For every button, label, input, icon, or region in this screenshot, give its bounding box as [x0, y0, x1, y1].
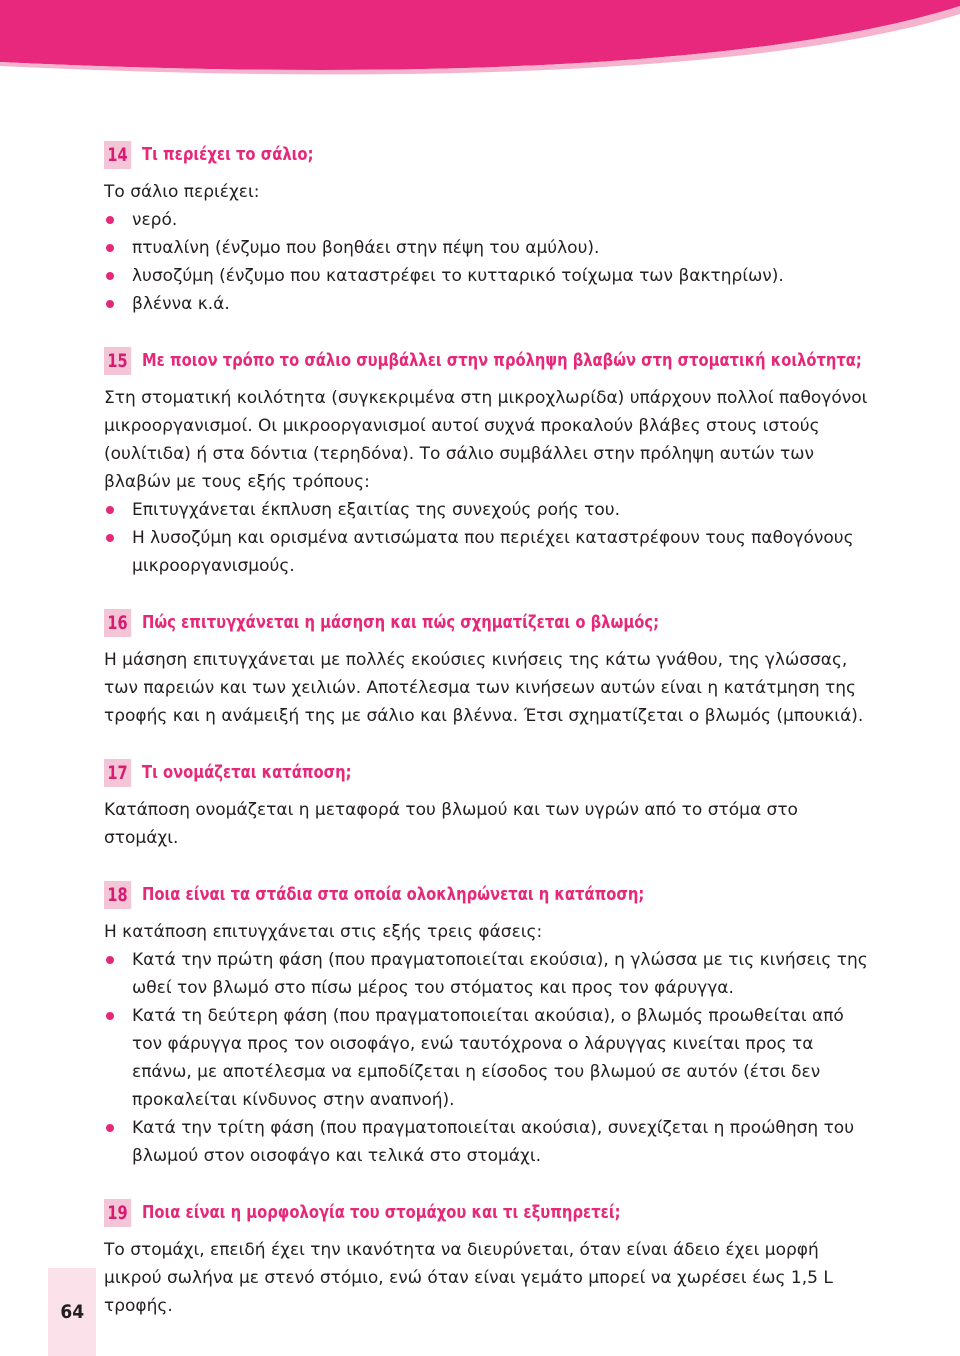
qa-section: [104, 608, 868, 730]
question-text: Πώς επιτυγχάνεται η μάσηση και πώς σχηματίζεται ο βλωμός;: [141, 612, 659, 633]
question-number: 15: [104, 347, 131, 375]
question-text: Ποια είναι τα στάδια στα οποία ολοκληρώνεται η κατάποση;: [141, 884, 645, 905]
question-heading: [104, 608, 868, 638]
answer-bullet-list: [104, 946, 868, 1170]
qa-section: [104, 758, 868, 852]
answer-paragraph: Στη στοματική κοιλότητα (συγκεκριμένα στη μικροχλωρίδα) υπάρχουν πολλοί παθογόνοι μικροοργανισμοί. Οι μικροοργανισμοί αυτοί συχνά προκαλούν βλάβες στους ιστούς (ουλίτιδα) ή στα δόντια (τερηδόνα). Το σάλιο συμβάλλει στην πρόληψη αυτών των βλαβών με τους εξής τρόπους:: [104, 388, 868, 492]
list-item: λυσοζύμη (ένζυμο που καταστρέφει το κυτταρικό τοίχωμα των βακτηρίων).: [104, 262, 868, 290]
answer-paragraph: Η μάσηση επιτυγχάνεται με πολλές εκούσιες κινήσεις της κάτω γνάθου, της γλώσσας, των παρειών και των χειλιών. Αποτέλεσμα των κινήσεων αυτών είναι η κατάτμηση της τροφής και η ανάμειξή της με σάλιο και βλέννα. Έτσι σχηματίζεται ο βλωμός (μπουκιά).: [104, 650, 864, 726]
qa-section: [104, 880, 868, 1170]
answer-paragraph: Το σάλιο περιέχει:: [104, 182, 260, 202]
qa-section: [104, 1198, 868, 1320]
main-content: [104, 140, 868, 1348]
answer-bullet-list: [104, 496, 868, 580]
qa-section: [104, 140, 868, 318]
list-item: Κατά τη δεύτερη φάση (που πραγματοποιείται ακούσια), ο βλωμός προωθείται από τον φάρυγγα προς τον οισοφάγο, ενώ ταυτόχρονα ο λάρυγγας κινείται προς τα επάνω, με αποτέλεσμα να εμποδίζεται η είσοδος του βλωμού σε αυτόν (έτσι δεν προκαλείται κίνδυνος στην αναπνοή).: [104, 1002, 868, 1114]
question-number: 18: [104, 881, 131, 909]
qa-section: [104, 346, 868, 580]
list-item: Κατά την πρώτη φάση (που πραγματοποιείται εκούσια), η γλώσσα με τις κινήσεις της ωθεί τον βλωμό στο πίσω μέρος του στόματος και προς τον φάρυγγα.: [104, 946, 868, 1002]
question-heading: [104, 880, 868, 910]
question-heading: [104, 140, 868, 170]
list-item: πτυαλίνη (ένζυμο που βοηθάει στην πέψη του αμύλου).: [104, 234, 868, 262]
page-number: 64: [60, 1301, 84, 1323]
question-number: 19: [104, 1199, 131, 1227]
list-item: νερό.: [104, 206, 868, 234]
question-number: 17: [104, 759, 131, 787]
question-text: Ποια είναι η μορφολογία του στομάχου και τι εξυπηρετεί;: [141, 1202, 621, 1223]
answer-paragraph: Η κατάποση επιτυγχάνεται στις εξής τρεις φάσεις:: [104, 922, 543, 942]
list-item: Η λυσοζύμη και ορισμένα αντισώματα που περιέχει καταστρέφουν τους παθογόνους μικροοργανισμούς.: [104, 524, 868, 580]
list-item: βλέννα κ.ά.: [104, 290, 868, 318]
question-number: 14: [104, 141, 131, 169]
question-heading: [104, 758, 868, 788]
question-heading: [104, 1198, 868, 1228]
question-text: Τι ονομάζεται κατάποση;: [141, 762, 352, 783]
answer-bullet-list: [104, 206, 868, 318]
question-text: Με ποιον τρόπο το σάλιο συμβάλλει στην πρόληψη βλαβών στη στοματική κοιλότητα;: [141, 350, 862, 371]
list-item: Κατά την τρίτη φάση (που πραγματοποιείται ακούσια), συνεχίζεται η προώθηση του βλωμού στον οισοφάγο και τελικά στο στομάχι.: [104, 1114, 868, 1170]
list-item: Επιτυγχάνεται έκπλυση εξαιτίας της συνεχούς ροής του.: [104, 496, 868, 524]
top-pink-swoosh: [0, 0, 960, 78]
answer-paragraph: Κατάποση ονομάζεται η μεταφορά του βλωμού και των υγρών από το στόμα στο στομάχι.: [104, 800, 798, 848]
question-number: 16: [104, 609, 131, 637]
page-number-box: [48, 1268, 96, 1356]
question-heading: [104, 346, 868, 376]
question-text: Τι περιέχει το σάλιο;: [141, 144, 314, 165]
answer-paragraph: Το στομάχι, επειδή έχει την ικανότητα να διευρύνεται, όταν είναι άδειο έχει μορφή μικρού σωλήνα με στενό στόμιο, ενώ όταν είναι γεμάτο μπορεί να χωρέσει έως 1,5 L τροφής.: [104, 1240, 833, 1316]
